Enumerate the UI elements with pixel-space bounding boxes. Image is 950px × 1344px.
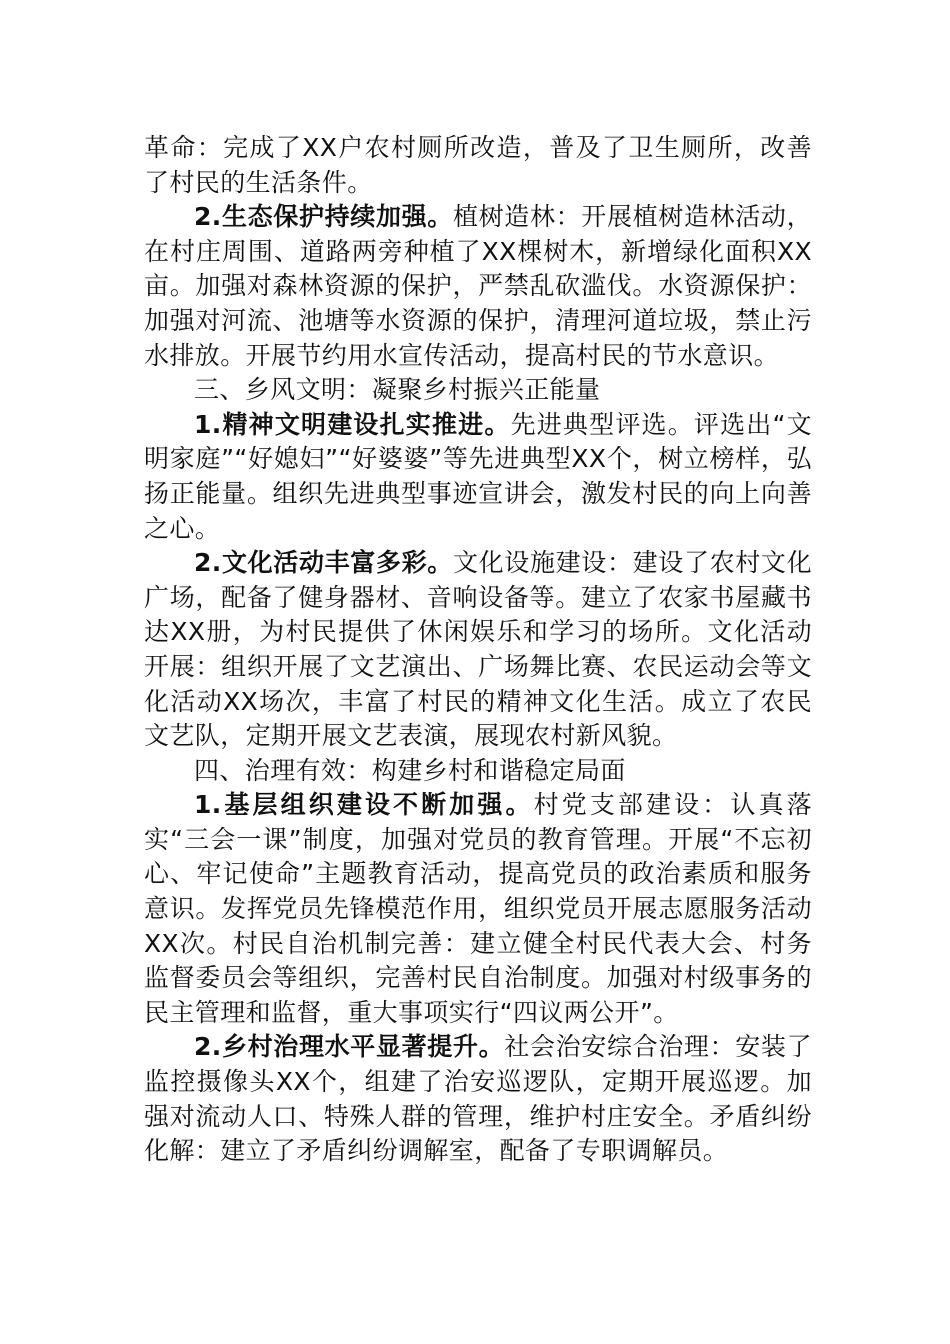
paragraph-governance-level	[144, 1030, 812, 1168]
section-heading-governance	[144, 754, 812, 789]
paragraph-text: 先进典型评选。评选出“文明家庭”“好媳妇”“好婆婆”等先进典型XX个，树立榜样，弘扬正能量。组织先进典型事迹宣讲会，激发村民的向上向善之心。	[144, 409, 812, 543]
paragraph-culture	[144, 546, 812, 754]
paragraph-text: 文化设施建设：建设了农村文化广场，配备了健身器材、音响设备等。建立了农家书屋藏书达XX册，为村民提供了休闲娱乐和学习的场所。文化活动开展：组织开展了文艺演出、广场舞比赛、农民运动会等文化活动XX场次，丰富了村民的精神文化生活。成立了农民文艺队，定期开展文艺表演，展现农村新风貌。	[144, 548, 812, 751]
paragraph-lead: 2.文化活动丰富多彩。	[194, 548, 453, 578]
paragraph-text: 村党支部建设：认真落实“三会一课”制度，加强对党员的教育管理。开展“不忘初心、牢记使命”主题教育活动，提高党员的政治素质和服务意识。发挥党员先锋模范作用，组织党员开展志愿服务活动XX次。村民自治机制完善：建立健全村民代表大会、村务监督委员会等组织，完善村民自治制度。加强对村级事务的民主管理和监督，重大事项实行“四议两公开”。	[144, 790, 812, 1027]
paragraph-organization	[144, 788, 812, 1030]
paragraph-text: 植树造林：开展植树造林活动，在村庄周围、道路两旁种植了XX棵树木，新增绿化面积XX亩。加强对森林资源的保护，严禁乱砍滥伐。水资源保护：加强对河流、池塘等水资源的保护，清理河道垃圾，禁止污水排放。开展节约用水宣传活动，提高村民的节水意识。	[144, 202, 812, 370]
paragraph-continued	[144, 131, 812, 200]
document-body	[144, 131, 812, 1169]
section-heading-text: 四、治理有效：构建乡村和谐稳定局面	[194, 755, 626, 785]
paragraph-lead: 2.乡村治理水平显著提升。	[194, 1032, 505, 1062]
section-heading-civilization	[144, 373, 812, 408]
paragraph-text: 社会治安综合治理：安装了监控摄像头XX个，组建了治安巡逻队，定期开展巡逻。加强对流动人口、特殊人群的管理，维护村庄安全。矛盾纠纷化解：建立了矛盾纠纷调解室，配备了专职调解员。	[144, 1032, 812, 1166]
paragraph-spiritual	[144, 408, 812, 546]
paragraph-text: 革命：完成了XX户农村厕所改造，普及了卫生厕所，改善了村民的生活条件。	[144, 133, 812, 197]
paragraph-lead: 1.精神文明建设扎实推进。	[194, 409, 511, 439]
paragraph-lead: 1.基层组织建设不断加强。	[194, 790, 534, 820]
paragraph-ecology	[144, 200, 812, 373]
section-heading-text: 三、乡风文明：凝聚乡村振兴正能量	[194, 375, 601, 405]
paragraph-lead: 2.生态保护持续加强。	[194, 202, 453, 232]
